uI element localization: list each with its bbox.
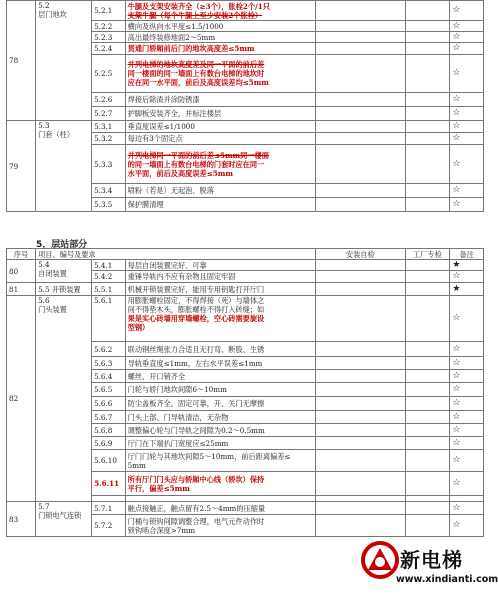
rating-star-icon: ☆ (450, 383, 484, 397)
rating-star-icon: ☆ (450, 271, 484, 283)
table-cell (405, 32, 450, 43)
table-cell (316, 397, 406, 411)
table-cell: 所有厅门门头应与轿厢中心线（轿坎）保持 平行，偏差≤5mm (125, 472, 315, 496)
table-cell (316, 411, 406, 424)
table-cell (405, 184, 450, 198)
rating-star-icon: ☆ (450, 472, 484, 496)
table-cell: 厅门门轮与其地坎间隙5～10mm，前后距离偏差≤ 5mm (125, 450, 315, 472)
table-cell (405, 21, 450, 32)
table-cell: 5.6.1 (92, 296, 126, 342)
table-cell (316, 93, 406, 107)
table-cell (405, 383, 450, 397)
rating-star-icon: ☆ (450, 198, 484, 212)
logo-icon (360, 540, 400, 580)
rating-star-icon: ☆ (450, 43, 484, 55)
table-cell (316, 21, 406, 32)
table-cell (405, 357, 450, 370)
table-cell (316, 121, 406, 133)
table-cell (316, 515, 406, 537)
table-cell: 5.6.11 (92, 472, 126, 496)
rating-star-icon: ☆ (450, 411, 484, 424)
table-cell: 5.3.4 (92, 184, 126, 198)
rating-star-icon: ☆ (450, 515, 484, 537)
item-name: 5.2 层门地坎 (36, 1, 92, 121)
table-cell (316, 342, 406, 357)
table-cell: 护脚板安装齐全，并标注楼层 (125, 107, 315, 121)
table-cell: 83 (7, 502, 36, 537)
table-cell: 门轮与轿门地坎间隙6～10mm (125, 383, 315, 397)
rating-star-icon: ★ (450, 283, 484, 296)
row-no: 79 (7, 121, 36, 212)
table-cell: 序号 (7, 249, 36, 260)
table-cell: 工厂专检 (405, 249, 450, 260)
rating-star-icon: ☆ (450, 93, 484, 107)
table-cell (405, 1, 450, 21)
table-cell (316, 32, 406, 43)
table-cell: 5.2.5 (92, 55, 126, 93)
table-cell: 5.2.2 (92, 21, 126, 32)
table-cell: 5.4 自闭装置 (36, 260, 92, 283)
table-cell (405, 260, 450, 271)
table-cell (316, 55, 406, 93)
table-cell (316, 107, 406, 121)
table-cell: 螺丝、开口销齐全 (125, 370, 315, 383)
table-cell: 5.6.10 (92, 450, 126, 472)
table-cell: 调整偏心轮与门导轨之间隙为0.2～0.5mm (125, 424, 315, 437)
table-cell (316, 424, 406, 437)
table-cell: 5.5 开锁装置 (36, 283, 92, 296)
table-cell: 5.2.4 (92, 43, 126, 55)
table-cell (405, 198, 450, 212)
table-cell (316, 43, 406, 55)
table-cell: 5.3.5 (92, 198, 126, 212)
table-cell: 5.4.1 (92, 260, 126, 271)
table-cell (405, 271, 450, 283)
table-cell: 机械开锁装置完好，能用专用钥匙打开厅门 (125, 283, 315, 296)
rating-star-icon: ☆ (450, 437, 484, 450)
table-cell: 横向及纵向水平度≤1.5/1000 (125, 21, 315, 32)
watermark-logo (360, 540, 498, 600)
table-cell: 每边有3个固定点 (125, 133, 315, 145)
table-cell (405, 424, 450, 437)
table-cell (405, 107, 450, 121)
table-cell: 5.2.1 (92, 1, 126, 21)
table-cell: 5.6.9 (92, 437, 126, 450)
table-cell: 高出最终装修地面2～5mm (125, 32, 315, 43)
table-cell (316, 133, 406, 145)
bottom-table (6, 248, 484, 537)
table-cell (405, 370, 450, 383)
rating-star-icon: ★ (450, 260, 484, 271)
table-cell: 项目、编号及要求 (36, 249, 316, 260)
table-cell: 导轨垂直度≤1mm，左右水平误差≤1mm (125, 357, 315, 370)
table-cell (316, 357, 406, 370)
table-cell (316, 198, 406, 212)
table-cell: 保护膜清理 (125, 198, 315, 212)
table-cell (316, 437, 406, 450)
row-no: 78 (7, 1, 36, 121)
table-cell: 触点接触正，触点留有2.5～4mm的压缩量 (125, 502, 315, 515)
table-cell (405, 450, 450, 472)
watermark-url: www.xindianti.com (396, 574, 498, 585)
table-cell: 备注 (450, 249, 484, 260)
rating-star-icon: ☆ (450, 357, 484, 370)
table-cell (405, 437, 450, 450)
table-cell: 厅门在下端扒门宽度应≤25mm (125, 437, 315, 450)
table-cell: 5.7.1 (92, 502, 126, 515)
table-cell (316, 184, 406, 198)
rating-star-icon: ☆ (450, 502, 484, 515)
table-cell: 5.6.3 (92, 357, 126, 370)
table-cell: 并列电梯的地坎高度差及同一平面的前后差 同一楼面的同一墙面上有数台电梯的地坎时 应在同一水平面，前后及高度误差均≤5mm (125, 55, 315, 93)
rating-star-icon: ☆ (450, 133, 484, 145)
table-cell (405, 55, 450, 93)
table-cell (316, 296, 406, 342)
table-cell: 80 (7, 260, 36, 283)
table-cell: 门桶与锁钩间隙调整合理，电气元件动作时 锁钩啮合深度>7mm (125, 515, 315, 537)
table-cell: 5.6 门头装置 (36, 296, 92, 502)
rating-star-icon: ☆ (450, 370, 484, 383)
table-cell (405, 342, 450, 357)
table-cell: 5.7.2 (92, 515, 126, 537)
table-cell (316, 472, 406, 496)
table-cell: 5.6.2 (92, 342, 126, 357)
rating-star-icon: ☆ (450, 184, 484, 198)
table-cell: 5.2.7 (92, 107, 126, 121)
table-cell: 门头上部、门导轨清洁，无杂物 (125, 411, 315, 424)
table-header (7, 249, 484, 260)
table-cell: 联动钢丝绳张力合适且无打弯、断股、生锈 (125, 342, 315, 357)
table-cell (316, 283, 406, 296)
table-cell: 5.3.3 (92, 145, 126, 184)
table-cell: 焊接后除渣并涂防锈漆 (125, 93, 315, 107)
table-cell (405, 145, 450, 184)
rating-star-icon: ☆ (450, 296, 484, 342)
table-cell: 垂直度误差≤1/1000 (125, 121, 315, 133)
table-cell: 5.4.2 (92, 271, 126, 283)
table-cell (316, 383, 406, 397)
table-cell (316, 450, 406, 472)
table-cell (316, 271, 406, 283)
table-cell: 5.3.1 (92, 121, 126, 133)
table-cell (405, 121, 450, 133)
table-cell (405, 397, 450, 411)
table-cell: 5.2.6 (92, 93, 126, 107)
rating-star-icon: ☆ (450, 32, 484, 43)
table-cell: 安装自检 (316, 249, 406, 260)
req-text: 牛腿及支架安装齐全（≥3个），胀栓2个/1只 支架牛腿（每个牛腿上至少安装2个胀栓） (125, 1, 315, 21)
table-cell (405, 93, 450, 107)
table-cell: 5.6.6 (92, 397, 126, 411)
table-cell: 重锤导轨内不应有杂物且固定牢固 (125, 271, 315, 283)
table-cell: 贯通门轿厢前后门的地坎高度差≤5mm (125, 43, 315, 55)
top-table (6, 0, 484, 212)
rating-star-icon: ☆ (450, 424, 484, 437)
table-cell (405, 283, 450, 296)
table-cell (405, 502, 450, 515)
table-cell (405, 133, 450, 145)
table-cell: 喷粉（若是）无起泡、脱落 (125, 184, 315, 198)
table-cell (405, 411, 450, 424)
table-cell (405, 515, 450, 537)
table-cell: 防尘盖板齐全，固定可靠，开、关门无摩擦 (125, 397, 315, 411)
table-cell: 5.6.7 (92, 411, 126, 424)
table-cell: 5.5.1 (92, 283, 126, 296)
table-cell (316, 370, 406, 383)
table-cell: 每层自闭装置完好、可靠 (125, 260, 315, 271)
table-cell: 并列电梯同一平面的前后差≤5mm同一楼面 的同一墙面上有数台电梯的门套时应在同一 水平面，前后及高度误差≤5mm (125, 145, 315, 184)
table-cell: 5.2.3 (92, 32, 126, 43)
watermark-name: 新电梯 (400, 548, 463, 572)
item-name: 5.3 门套（柱） (36, 121, 92, 212)
rating-star-icon: ☆ (450, 55, 484, 93)
table-cell: 5.3.2 (92, 133, 126, 145)
rating-star-icon: ☆ (450, 121, 484, 133)
table-cell (405, 296, 450, 342)
section-title: 5，层站部分 (36, 240, 88, 250)
table-cell (316, 260, 406, 271)
rating-star-icon: ☆ (450, 145, 484, 184)
table-cell: 5.6.8 (92, 424, 126, 437)
table-cell: 81 (7, 283, 36, 296)
table-cell (316, 1, 406, 21)
table-cell (405, 472, 450, 496)
table-cell: 5.6.4 (92, 370, 126, 383)
rating-star-icon: ☆ (450, 397, 484, 411)
table-cell: 5.6.5 (92, 383, 126, 397)
table-cell: 82 (7, 296, 36, 502)
table-cell (405, 43, 450, 55)
table-cell: 用膨胀螺栓固定，不得焊接（死）与墙体之 间不得垫木头，膨胀螺栓不得打入砖缝；如 果是实心砖墙用穿墙螺栓，空心砖需要旋设 型钢） (125, 296, 315, 342)
rating-star-icon: ☆ (450, 107, 484, 121)
table-cell: 5.7 门锁电气连锁 (36, 502, 92, 537)
rating-star-icon: ☆ (450, 1, 484, 21)
table-cell (316, 502, 406, 515)
rating-star-icon: ☆ (450, 450, 484, 472)
table-cell (316, 145, 406, 184)
rating-star-icon: ☆ (450, 342, 484, 357)
rating-star-icon: ☆ (450, 21, 484, 32)
